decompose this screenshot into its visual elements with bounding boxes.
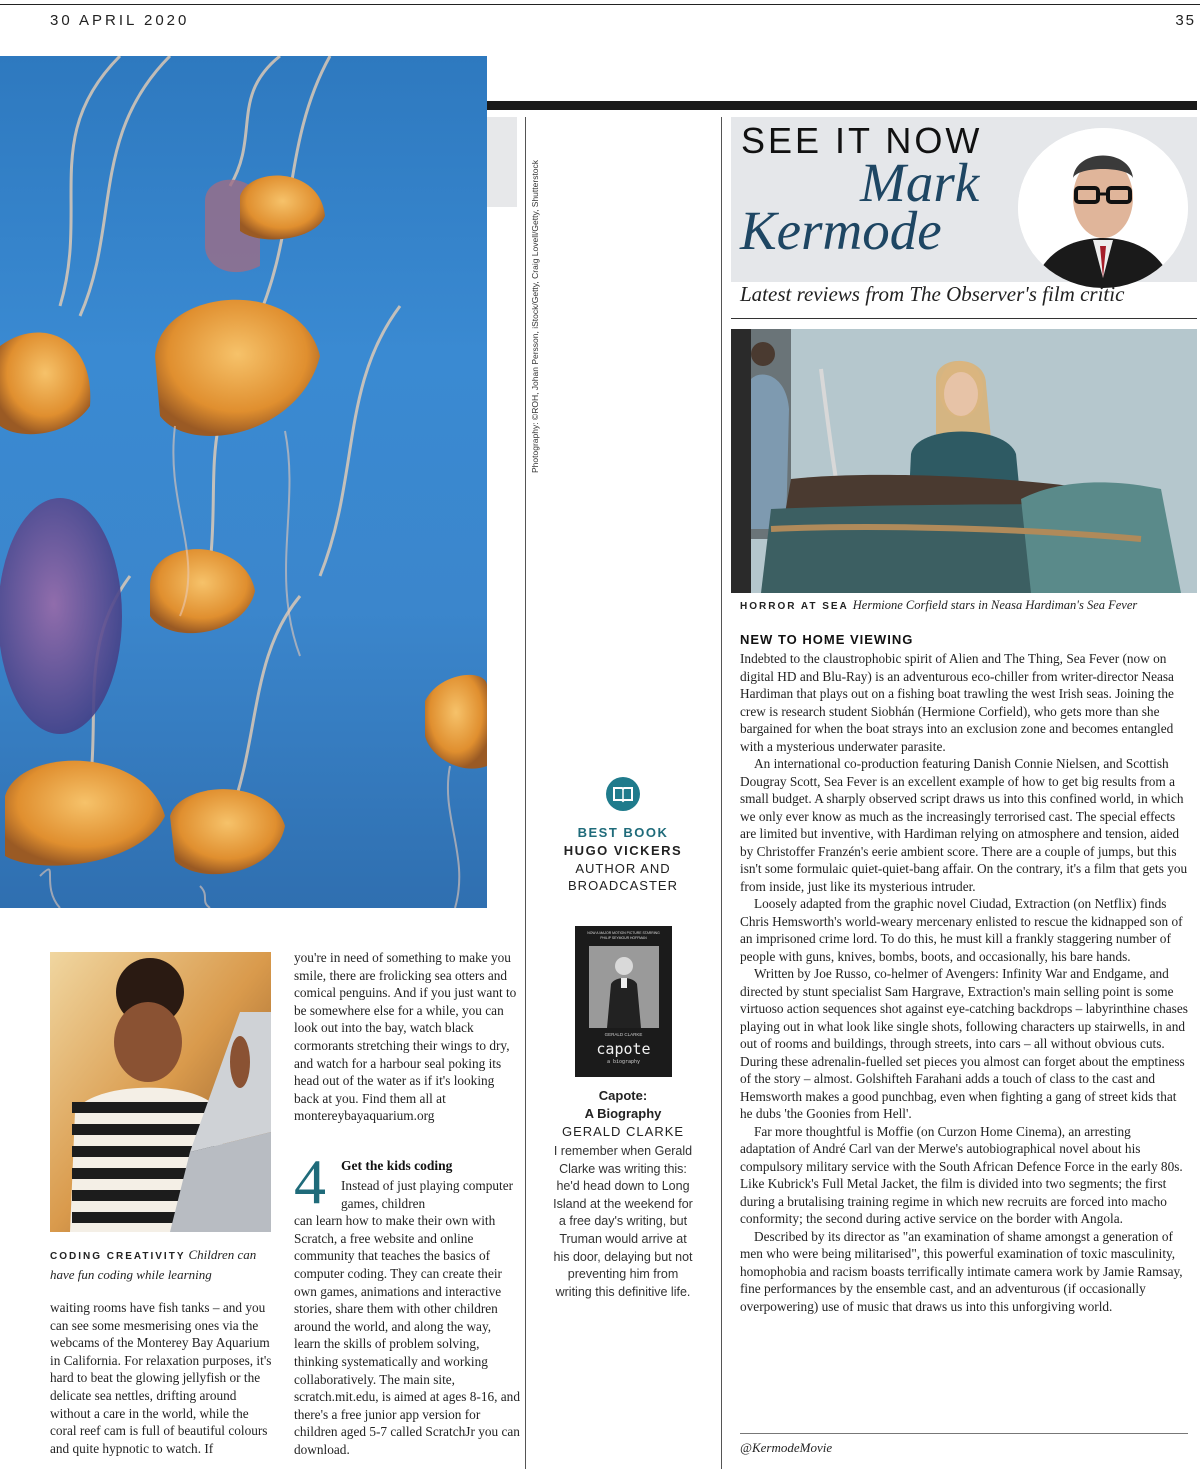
coding-photo-caption xyxy=(50,1246,275,1284)
caption-kicker: CODING CREATIVITY xyxy=(50,1251,186,1262)
sea-fever-still xyxy=(731,329,1197,593)
sea-fever-caption xyxy=(740,598,1195,613)
issue-date: 30 APRIL 2020 xyxy=(50,12,190,29)
cover-subtitle: a biography xyxy=(606,1059,641,1065)
section-heading: NEW TO HOME VIEWING xyxy=(740,632,914,647)
cover-title: capote xyxy=(596,1040,651,1058)
book-title: A Biography xyxy=(584,1106,662,1121)
body-text-column: waiting rooms have fish tanks – and you can see some mesmerising ones via the webcams of the Monterey Bay Aquarium in California. For relaxation purposes, it's hard to beat the glowing jellyfish or the delicate sea nettles, drifting around without a care in the world, while the coral reef cam is full of beautiful colours and quite hypnotic to watch. If xyxy=(50,1300,272,1456)
kermode-strapline: Latest reviews from The Observer's film critic xyxy=(740,282,1125,306)
book-icon xyxy=(606,777,640,811)
review-paragraph: Described by its director as "an examination of shame amongst a generation of men who were being militarised", this powerful examination of toxic masculinity, homophobia and racism boasts terrifically intimate camera work by Jamie Ramsay, fine performances by the ensemble cast, and an adventurous (if occasionally overpowering) use of music that draws us into this unforgiving world. xyxy=(740,1228,1183,1314)
critic-last-name: Kermode xyxy=(740,200,942,261)
jellyfish-photo xyxy=(0,56,487,908)
book-author: GERALD CLARKE xyxy=(561,1124,685,1139)
review-paragraph: An international co-production featuring Danish Connie Nielsen, and Scottish Dougray Scott, Sea Fever is an excellent example of how to get big results from a small budget. A sharply observed script draws us into this confined world, in which we only ever know as much as the increasingly terrorised cast. The special effects are limited but inventive, with Hardiman relying on atmosphere and tension, aided by Christoffer Franzén's eerie ambient score. There are a couple of jumps, but this isn't some formulaic quiet-quiet-bang affair. On the contrary, it's a film that gets you from inside, just like its mysterious intruder. xyxy=(740,756,1188,894)
contributor-role: AUTHOR AND xyxy=(575,861,671,876)
step-intro: Instead of just playing computer games, children xyxy=(341,1178,514,1211)
critic-first-name: Mark xyxy=(860,152,980,213)
section-rule xyxy=(487,101,1197,110)
page-number: 35 xyxy=(1175,12,1196,29)
critic-portrait xyxy=(1018,128,1188,288)
footer-rule xyxy=(740,1433,1188,1434)
contributor-role: BROADCASTER xyxy=(568,878,678,893)
grey-panel xyxy=(487,117,517,207)
photo-credit: Photography: ©ROH, Johan Persson, iStock/Getty, Craig Lovell/Getty, Shutterstock xyxy=(530,159,540,473)
twitter-handle: @KermodeMovie xyxy=(740,1440,833,1455)
review-paragraph: Indebted to the claustrophobic spirit of Alien and The Thing, Sea Fever (now on digital HD and Blu-Ray) is an adventurous eco-chiller from writer-director Neasa Hardiman that plays out on a fishing boat trawling the west Irish seas. Joining the crew is research student Siobhán (Hermione Corfield), who gets more than she bargained for when the boat strays into an exclusion zone and becomes entangled with a mysterious underwater parasite. xyxy=(740,651,1174,754)
strapline-rule xyxy=(731,318,1197,319)
book-title: Capote: xyxy=(598,1088,648,1103)
review-paragraph: Loosely adapted from the graphic novel Ciudad, Extraction (on Netflix) finds Chris Hemsworth's world-weary mercenary enlisted to rescue the kidnapped son of an imprisoned crime lord. To do this, he must kill a frankly staggering number of people with guns, knives, bombs, boots, and occasionally, his bare hands. xyxy=(740,896,1183,964)
caption-text: Hermione Corfield stars in Neasa Hardiman's Sea Fever xyxy=(852,598,1138,612)
cover-author: GERALD CLARKE xyxy=(604,1032,643,1037)
cover-top-line2: PHILIP SEYMOUR HOFFMAN xyxy=(600,936,647,940)
body-text-column: you're in need of something to make you smile, there are frolicking sea otters and comical penguins. And if you just want to be somewhere else for a while, you can look out into the bay, watch black cormorants stretching their wings to dry, and watch for a harbour seal poking its head out of the water as if it's looking back at you. Find them all at montereybayaquarium.org xyxy=(294,950,517,1124)
body-text-column xyxy=(294,1177,520,1459)
column-divider xyxy=(721,117,722,1469)
header-rule xyxy=(0,4,1200,5)
step-number: 4 xyxy=(294,1146,326,1217)
review-paragraph: Written by Joe Russo, co-helmer of Avengers: Infinity War and Endgame, and directed by stunt specialist Sam Hargrave, Extraction's main selling point is some virtuoso action sequences shot against eye-catching backdrops – labyrinthine chases playing out in what look like single shots, following characters up stairwells, in and out of rooms and buildings, through streets, into cars – all without obvious cuts. During these adrenalin-fuelled set pieces you almost can forget about the emptiness of the story – almost. Golshifteh Farahani adds a touch of class to the cast and Hemsworth makes a good punchbag, even when fighting a gang of street kids that he dubs 'the Goonies from Hell'. xyxy=(740,966,1188,1121)
best-book-label: BEST BOOK xyxy=(577,825,669,840)
book-quote: I remember when Gerald Clarke was writing this: he'd head down to Long Island at the weekend for a free day's writing, but Truman would arrive at his door, delaying but not preventing him from writing this definitive life. xyxy=(553,1144,693,1299)
contributor-name: HUGO VICKERS xyxy=(563,843,683,858)
column-divider xyxy=(525,117,526,1469)
step-body: can learn how to make their own with Scratch, a free website and online community that teaches the basics of computer coding. They can create their own games, animations and interactive stories, share them with other children around the world, and along the way, learn the skills of problem solving, thinking systematically and working collaboratively. The main site, scratch.mit.edu, is aimed at ages 8-16, and there's a free junior app version for children aged 5-7 called ScratchJr you can download. xyxy=(294,1213,520,1457)
book-cover xyxy=(575,926,672,1077)
caption-kicker: HORROR AT SEA xyxy=(740,601,849,612)
review-paragraph: Far more thoughtful is Moffie (on Curzon Home Cinema), an arresting adaptation of André Carl van der Merwe's autobiographical novel about his compulsory military service with the South African Defence Force in the early 80s. Like Kubrick's Full Metal Jacket, the film is divided into two segments; the first during a brutalising training regime in which new recruits are forced into macho conformity; the second during active service on the border with Angola. xyxy=(740,1123,1183,1226)
step-heading: Get the kids coding xyxy=(341,1158,453,1173)
see-it-now-label: SEE IT NOW xyxy=(741,120,983,161)
review-text xyxy=(740,650,1188,1315)
caption-text: Children can have fun coding while learning xyxy=(50,1247,257,1282)
cover-top-line1: NOW A MAJOR MOTION PICTURE STARRING xyxy=(587,931,660,935)
coding-child-photo xyxy=(50,952,271,1232)
